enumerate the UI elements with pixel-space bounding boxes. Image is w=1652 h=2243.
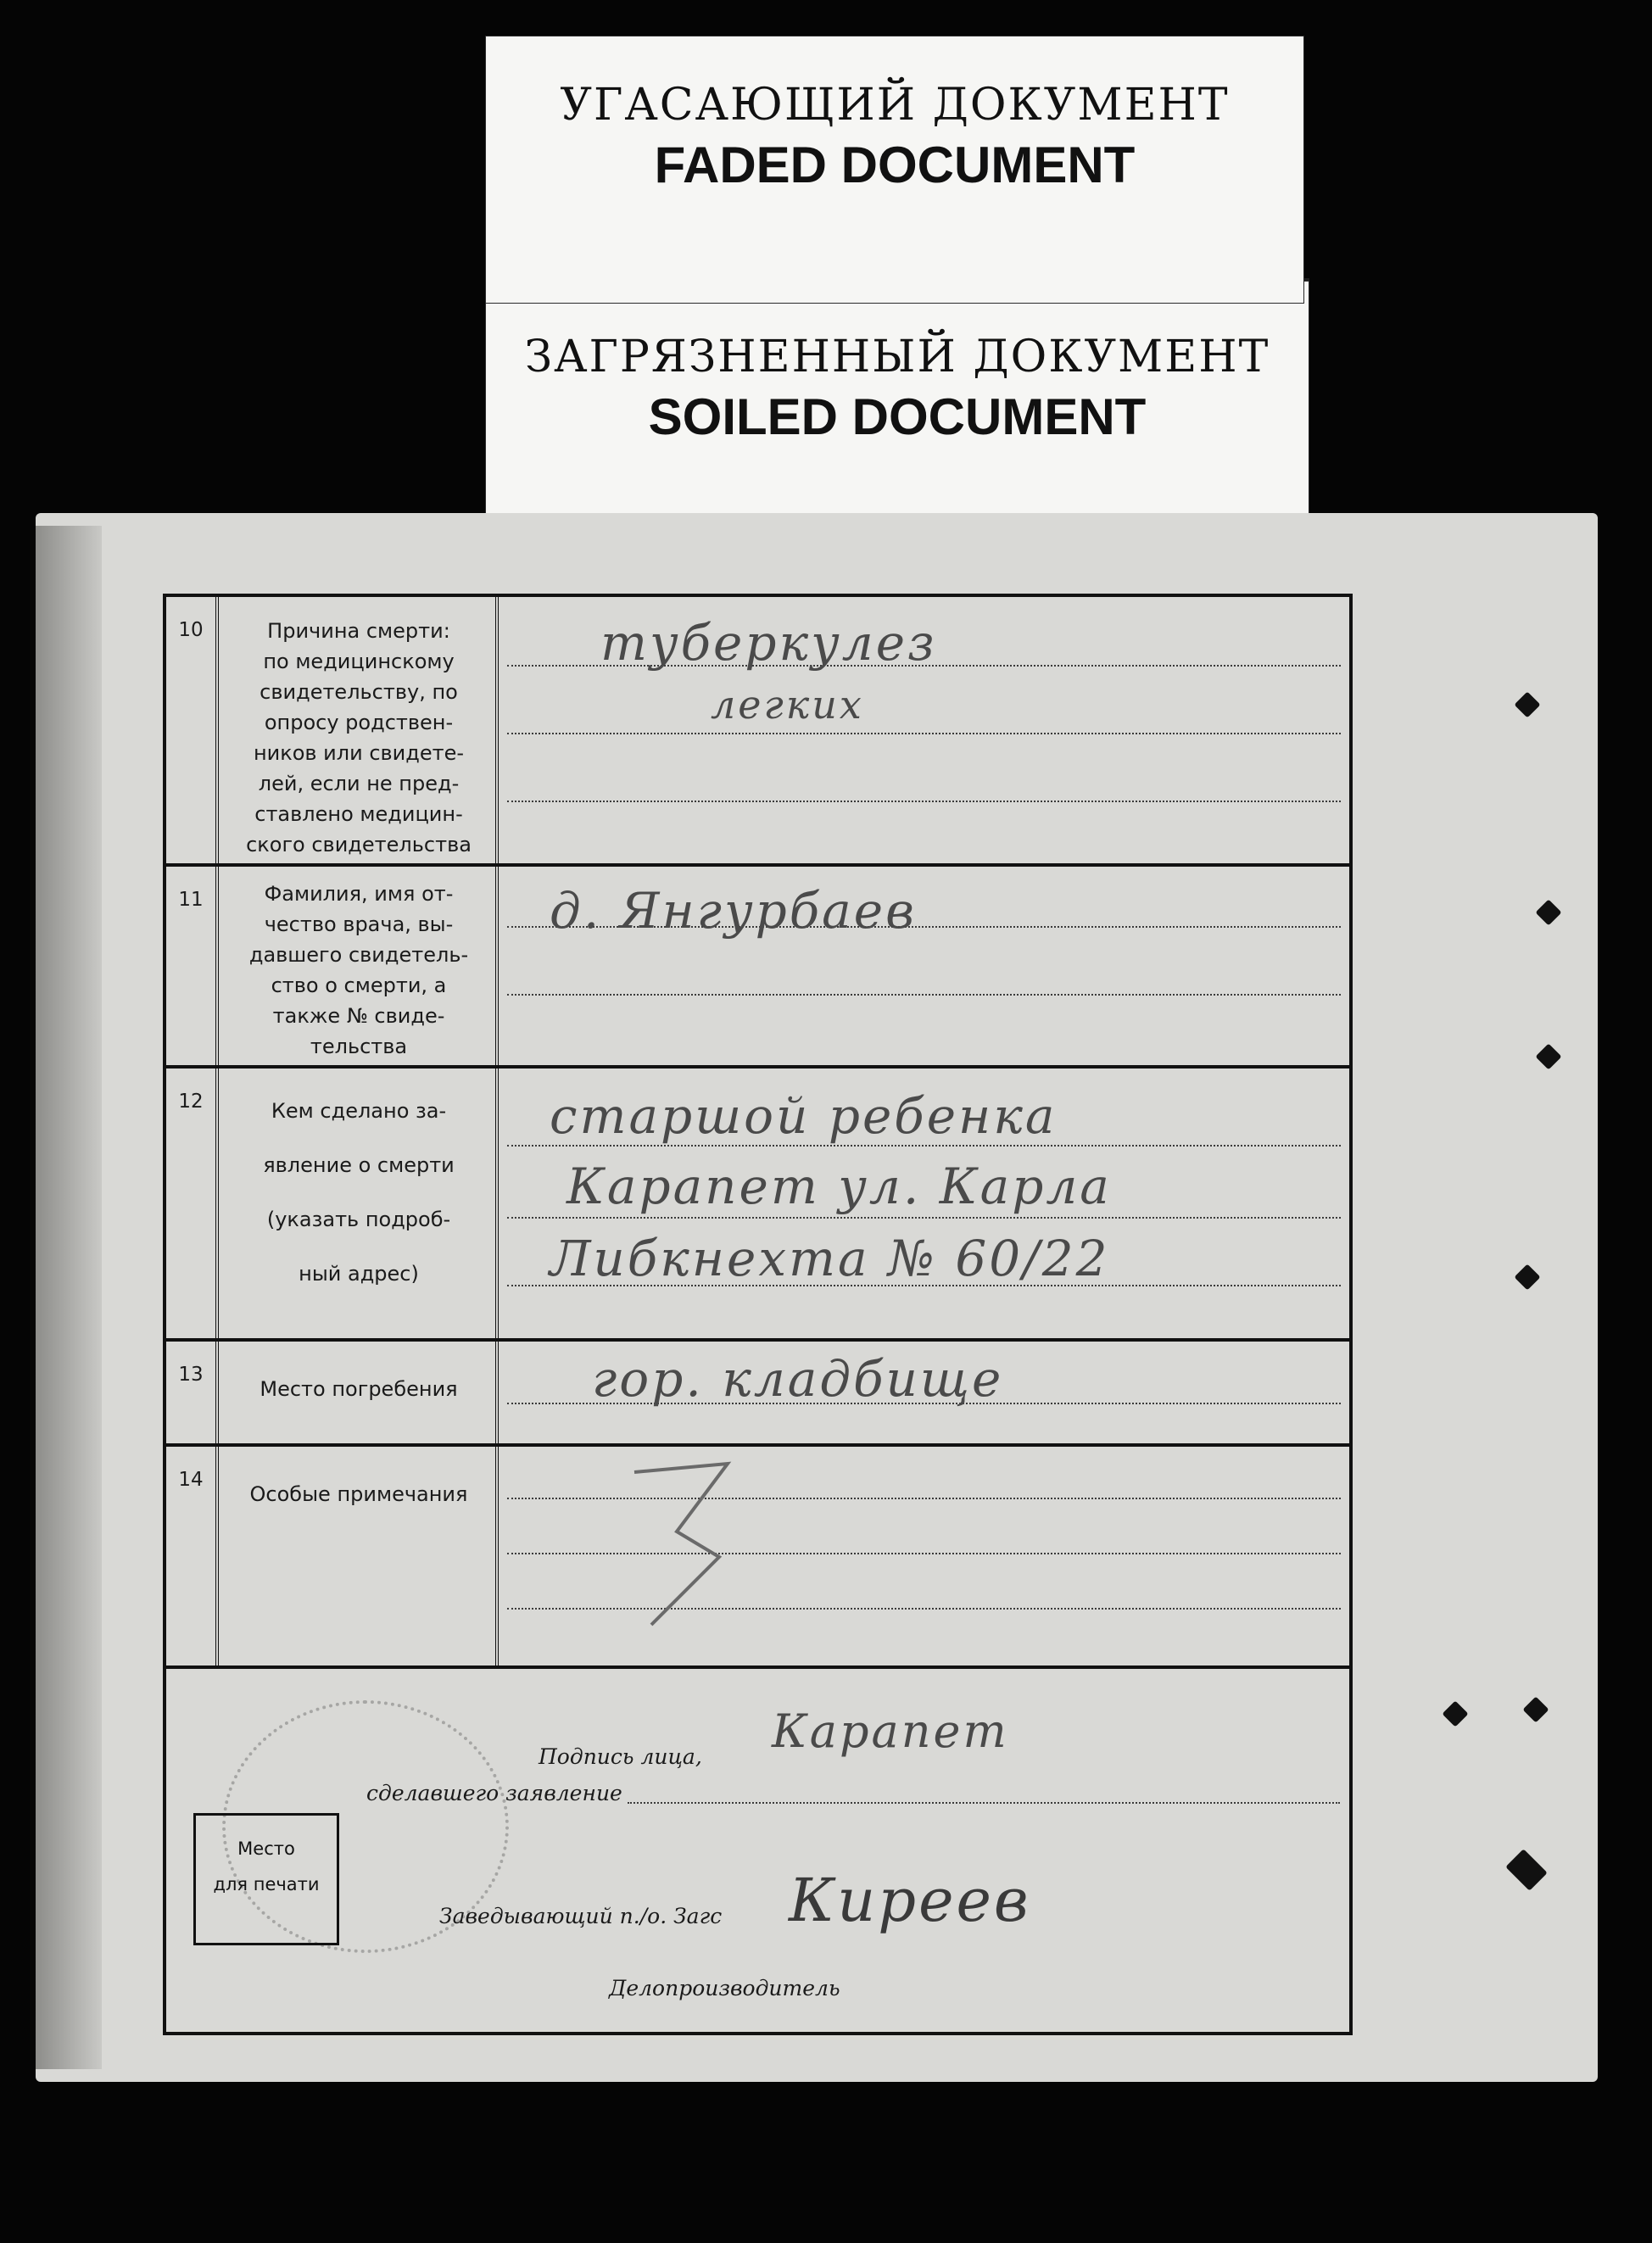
form-row-14 — [166, 1447, 1349, 1669]
handwritten-answer-line: гор. кладбище — [592, 1350, 1004, 1408]
applicant-signature: Карапет — [772, 1705, 1009, 1758]
handwritten-answer-line: Либкнехта № 60/22 — [550, 1230, 1110, 1287]
applicant-signature-label: Подпись лица, — [539, 1744, 702, 1769]
row-number: 11 — [166, 867, 219, 1065]
soiled-document-label — [485, 278, 1309, 523]
row-number: 12 — [166, 1068, 219, 1338]
form-row-10 — [166, 597, 1349, 867]
applicant-signature-line — [628, 1802, 1340, 1804]
applicant-signature-label: сделавшего заявление — [366, 1781, 622, 1805]
stamp-place-label: для печати — [213, 1874, 320, 1894]
row-question: Фамилия, имя от- чество врача, вы- давшего свидетель- ство о смерти, а также № свиде- тельства — [219, 867, 499, 1065]
row-question: Причина смерти: по медицинскому свидетельству, по опросу родствен- ников или свидете- лей, если не пред- ставлено медицин- ского свидетельства — [219, 597, 499, 863]
soiled-label-en: SOILED DOCUMENT — [648, 388, 1147, 445]
sheet-edge — [36, 526, 102, 2069]
faded-label-ru: УГАСАЮЩИЙ ДОКУМЕНТ — [560, 80, 1230, 131]
row-number: 13 — [166, 1342, 219, 1443]
handwritten-answer-line: легких — [711, 682, 864, 728]
row-answer — [499, 867, 1349, 1065]
cancellation-mark — [600, 1455, 787, 1650]
row-answer — [499, 597, 1349, 863]
row-answer — [499, 1342, 1349, 1443]
form-row-13 — [166, 1342, 1349, 1447]
faded-document-label — [485, 36, 1304, 304]
faded-label-en: FADED DOCUMENT — [654, 137, 1136, 193]
form-row-11 — [166, 867, 1349, 1068]
head-signature-label: Заведывающий п./о. Загс — [439, 1904, 723, 1928]
row-question: Место погребения — [219, 1342, 499, 1443]
row-question: Кем сделано за- явление о смерти (указать подроб- ный адрес) — [219, 1068, 499, 1338]
row-number: 10 — [166, 597, 219, 863]
handwritten-answer-line: туберкулез — [600, 614, 937, 672]
handwritten-answer-line: старшой ребенка — [550, 1087, 1058, 1145]
clerk-label: Делопроизводитель — [609, 1976, 840, 2000]
handwritten-answer-line: д. Янгурбаев — [550, 882, 917, 940]
row-answer — [499, 1447, 1349, 1666]
soiled-label-ru: ЗАГРЯЗНЕННЫЙ ДОКУМЕНТ — [524, 332, 1270, 382]
stamp-place-box — [193, 1813, 339, 1945]
row-question: Особые примечания — [219, 1447, 499, 1666]
stamp-place-label: Место — [237, 1838, 295, 1859]
row-number: 14 — [166, 1447, 219, 1666]
form-row-12 — [166, 1068, 1349, 1342]
row-answer — [499, 1068, 1349, 1338]
head-signature: Киреев — [789, 1866, 1031, 1935]
handwritten-answer-line: Карапет ул. Карла — [566, 1158, 1112, 1215]
